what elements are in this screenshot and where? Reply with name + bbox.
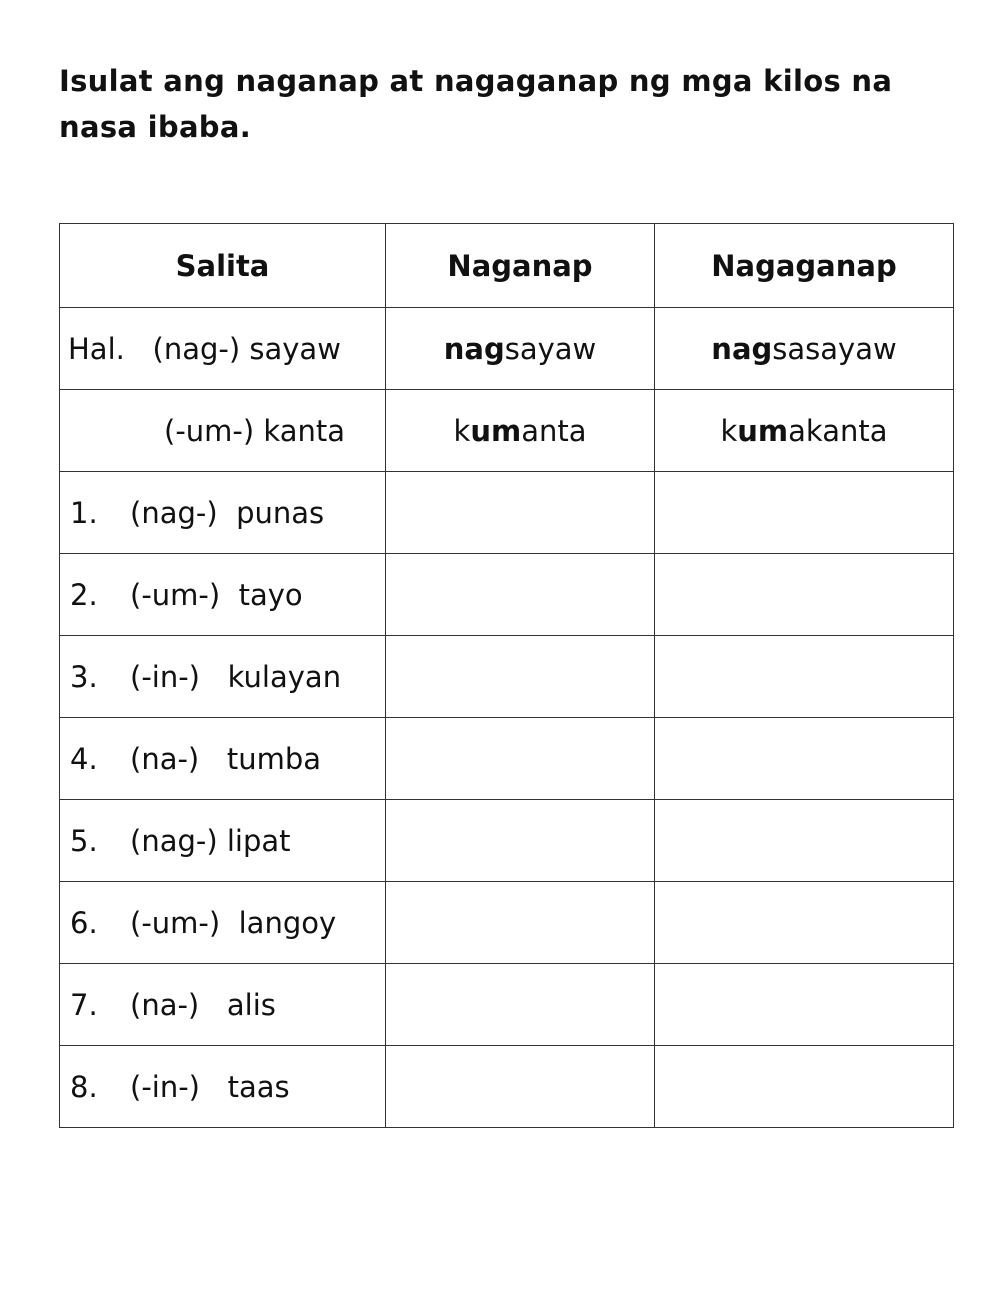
affix-highlight: um xyxy=(737,413,789,448)
answer-naganap-cell[interactable] xyxy=(386,636,655,718)
item-word xyxy=(60,472,386,554)
item-word xyxy=(60,718,386,800)
item-row xyxy=(60,1046,954,1128)
item-number: 3. xyxy=(70,659,98,694)
affix-highlight: nag xyxy=(443,331,505,366)
item-number: 8. xyxy=(70,1069,98,1104)
item-number: 7. xyxy=(70,987,98,1022)
item-affix-word: (na-) alis xyxy=(130,987,276,1022)
item-word xyxy=(60,1046,386,1128)
answer-nagaganap-cell[interactable] xyxy=(655,800,954,882)
answer-naganap-cell[interactable] xyxy=(386,1046,655,1128)
item-row xyxy=(60,472,954,554)
example-naganap xyxy=(386,390,655,472)
instruction-text: Isulat ang naganap at nagaganap ng mga kilos na nasa ibaba. xyxy=(59,64,893,144)
example-word: Hal. (nag-) sayaw xyxy=(60,308,386,390)
item-word xyxy=(60,800,386,882)
item-affix-word: (-in-) taas xyxy=(130,1069,290,1104)
item-number: 1. xyxy=(70,495,98,530)
example-row xyxy=(60,308,954,390)
answer-naganap-cell[interactable] xyxy=(386,964,655,1046)
item-affix-word: (-um-) langoy xyxy=(130,905,337,940)
item-row xyxy=(60,636,954,718)
item-word xyxy=(60,636,386,718)
item-row xyxy=(60,800,954,882)
answer-nagaganap-cell[interactable] xyxy=(655,554,954,636)
item-word xyxy=(60,554,386,636)
answer-naganap-cell[interactable] xyxy=(386,472,655,554)
answer-nagaganap-cell[interactable] xyxy=(655,1046,954,1128)
root-prefix: k xyxy=(453,413,471,448)
example-naganap xyxy=(386,308,655,390)
answer-nagaganap-cell[interactable] xyxy=(655,472,954,554)
item-row xyxy=(60,964,954,1046)
item-affix-word: (nag-) punas xyxy=(130,495,325,530)
item-number: 4. xyxy=(70,741,98,776)
root-text: sayaw xyxy=(504,331,597,366)
answer-nagaganap-cell[interactable] xyxy=(655,964,954,1046)
header-naganap: Naganap xyxy=(386,224,655,308)
item-number: 6. xyxy=(70,905,98,940)
worksheet-table xyxy=(59,223,954,1128)
answer-nagaganap-cell[interactable] xyxy=(655,718,954,800)
item-affix-word: (-um-) tayo xyxy=(130,577,303,612)
affix-highlight: nag xyxy=(711,331,773,366)
item-number: 5. xyxy=(70,823,98,858)
example-word: (-um-) kanta xyxy=(60,390,386,472)
answer-naganap-cell[interactable] xyxy=(386,800,655,882)
item-row xyxy=(60,718,954,800)
affix-highlight: um xyxy=(470,413,522,448)
example-nagaganap xyxy=(655,308,954,390)
answer-nagaganap-cell[interactable] xyxy=(655,882,954,964)
item-word xyxy=(60,964,386,1046)
item-row xyxy=(60,554,954,636)
example-row xyxy=(60,390,954,472)
item-affix-word: (na-) tumba xyxy=(130,741,322,776)
root-text: anta xyxy=(521,413,587,448)
answer-nagaganap-cell[interactable] xyxy=(655,636,954,718)
header-salita: Salita xyxy=(60,224,386,308)
item-number: 2. xyxy=(70,577,98,612)
item-affix-word: (nag-) lipat xyxy=(130,823,291,858)
root-text: akanta xyxy=(788,413,888,448)
answer-naganap-cell[interactable] xyxy=(386,554,655,636)
root-prefix: k xyxy=(720,413,738,448)
example-nagaganap xyxy=(655,390,954,472)
header-row xyxy=(60,224,954,308)
header-nagaganap: Nagaganap xyxy=(655,224,954,308)
answer-naganap-cell[interactable] xyxy=(386,718,655,800)
root-text: sasayaw xyxy=(772,331,897,366)
item-word xyxy=(60,882,386,964)
item-affix-word: (-in-) kulayan xyxy=(130,659,342,694)
item-row xyxy=(60,882,954,964)
answer-naganap-cell[interactable] xyxy=(386,882,655,964)
